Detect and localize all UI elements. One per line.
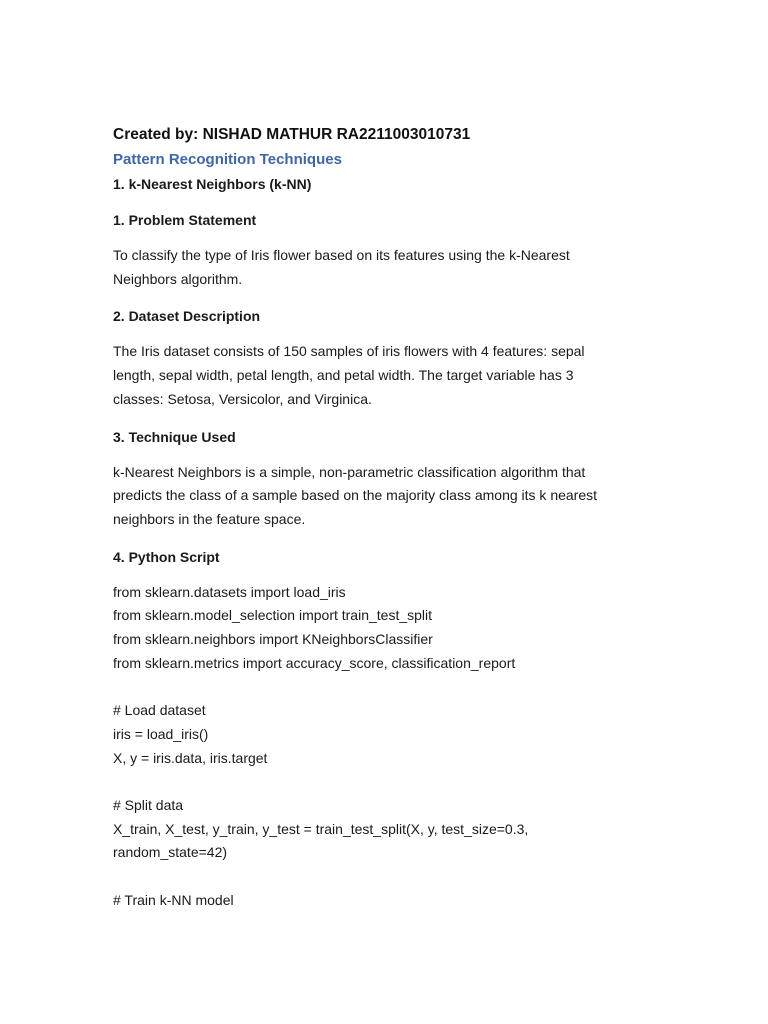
code-comment: # Split data [113,796,184,813]
text-line: k-Nearest Neighbors is a simple, non-parametric classification algorithm that [113,463,586,480]
code-line: iris = load_iris() [113,725,209,742]
code-comment: # Train k-NN model [113,891,234,908]
code-line: from sklearn.model_selection import train_test_split [113,607,433,624]
document-title: Pattern Recognition Techniques [113,151,342,168]
code-blank-line [113,865,653,889]
problem-statement-text [113,244,653,291]
code-line: X_train, X_test, y_train, y_test = train_test_split(X, y, test_size=0.3, [113,820,529,837]
section-heading-problem-statement: 1. Problem Statement [113,212,257,228]
technique-used-text [113,461,653,532]
section-heading-python-script: 4. Python Script [113,548,220,565]
code-line: from sklearn.metrics import accuracy_score, classification_report [113,654,516,671]
document-content [113,124,653,912]
text-line: length, sepal width, petal length, and petal width. The target variable has 3 [113,367,574,384]
document-subtitle: 1. k-Nearest Neighbors (k-NN) [113,176,312,192]
code-line: from sklearn.neighbors import KNeighborsClassifier [113,631,433,648]
author-line: Created by: NISHAD MATHUR RA2211003010731 [113,126,471,143]
dataset-description-text [113,340,653,411]
text-line: classes: Setosa, Versicolor, and Virginica. [113,390,372,407]
text-line: predicts the class of a sample based on the majority class among its k nearest [113,487,598,504]
text-line: Neighbors algorithm. [113,270,243,287]
python-script-code [113,581,653,913]
text-line: neighbors in the feature space. [113,510,306,527]
text-line: The Iris dataset consists of 150 samples of iris flowers with 4 features: sepal [113,343,585,360]
code-blank-line [113,770,653,794]
code-blank-line [113,675,653,699]
code-line: X, y = iris.data, iris.target [113,749,268,766]
code-line: random_state=42) [113,844,228,861]
text-line: To classify the type of Iris flower based on its features using the k-Nearest [113,247,570,263]
code-comment: # Load dataset [113,702,206,719]
code-line: from sklearn.datasets import load_iris [113,583,346,600]
section-heading-technique-used: 3. Technique Used [113,428,236,445]
section-heading-dataset-description: 2. Dataset Description [113,308,261,325]
